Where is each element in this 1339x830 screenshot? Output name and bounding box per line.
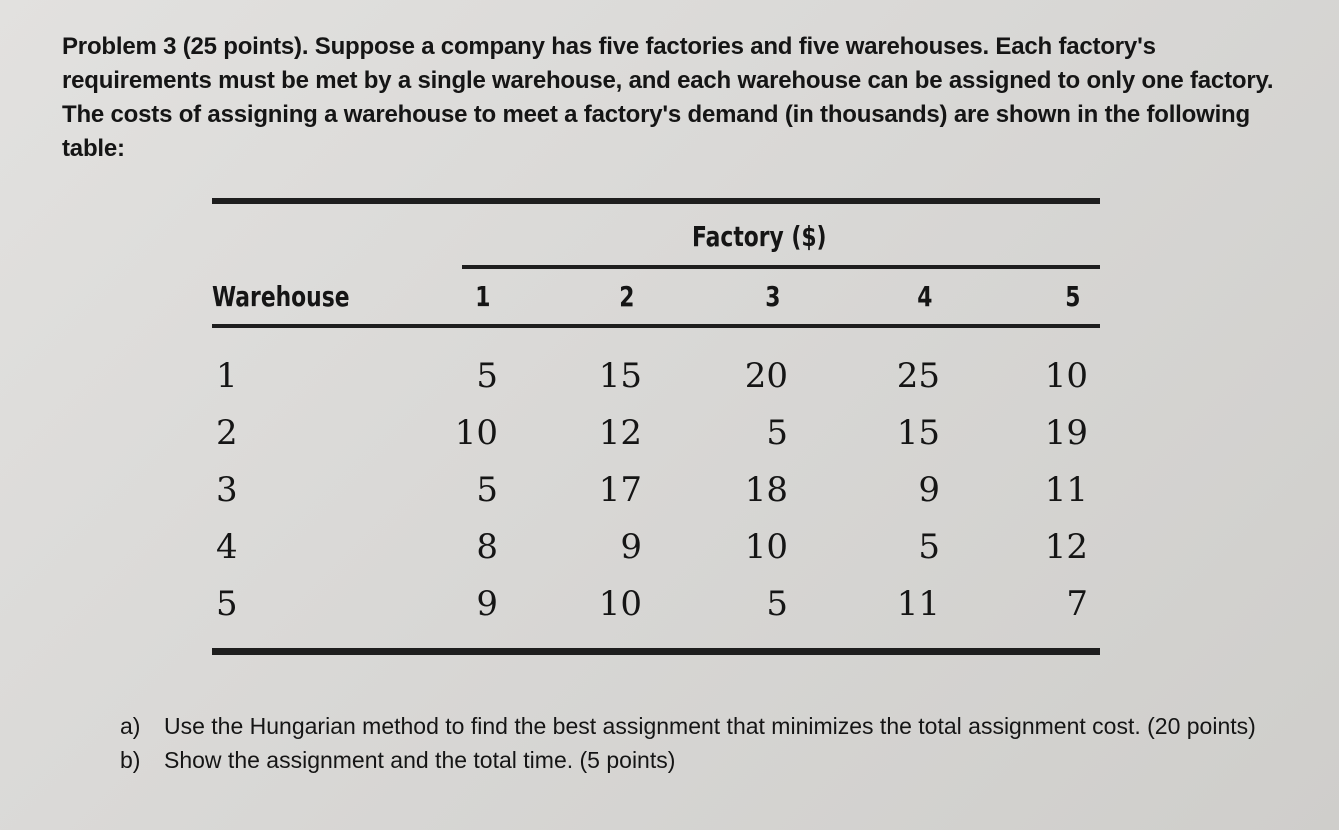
cost-cell: 5 xyxy=(918,527,940,567)
cost-cell: 9 xyxy=(476,584,498,624)
part-marker: b) xyxy=(120,747,141,773)
cost-cell: 12 xyxy=(598,413,642,453)
factory-column-header: 5 xyxy=(1064,280,1080,313)
question-parts xyxy=(120,712,1280,780)
cost-cell: 15 xyxy=(598,356,642,396)
part-marker: a) xyxy=(120,713,141,739)
warehouse-row-label: 5 xyxy=(216,584,238,624)
cost-cell: 5 xyxy=(476,356,498,396)
cost-cell: 11 xyxy=(1044,470,1088,510)
cost-cell: 10 xyxy=(454,413,498,453)
cost-cell: 5 xyxy=(766,584,788,624)
cost-cell: 8 xyxy=(476,527,498,567)
problem-heading: Problem 3 (25 points). xyxy=(62,33,309,60)
warehouse-row-label: 3 xyxy=(216,470,238,510)
cost-cell: 10 xyxy=(598,584,642,624)
question-part-a xyxy=(120,712,1280,740)
problem-statement xyxy=(62,30,1302,166)
cost-cell: 18 xyxy=(744,470,788,510)
cost-cell: 17 xyxy=(598,470,642,510)
table-top-rule xyxy=(212,198,1100,204)
cost-cell: 11 xyxy=(896,584,940,624)
factory-header-rule xyxy=(462,265,1100,269)
question-part-b xyxy=(120,746,1280,774)
factory-column-header: 4 xyxy=(916,280,932,313)
cost-cell: 9 xyxy=(918,470,940,510)
part-text: Show the assignment and the total time. (5 points) xyxy=(164,747,676,773)
table-bottom-rule xyxy=(212,648,1100,655)
part-text: Use the Hungarian method to find the best assignment that minimizes the total assignment cost. (20 points) xyxy=(164,713,1256,739)
problem-text: Suppose a company has five factories and five warehouses. Each factory's requirements must be met by a single warehouse, and each warehouse can be assigned to only one factory. The costs of assigning a warehouse to meet a factory's demand (in thousands) are shown in the following table: xyxy=(62,33,1274,162)
cost-cell: 7 xyxy=(1066,584,1088,624)
cost-cell: 5 xyxy=(476,470,498,510)
table-header-rule xyxy=(212,324,1100,328)
warehouse-row-label: 1 xyxy=(216,356,238,396)
warehouse-row-label: 4 xyxy=(216,527,238,567)
cost-cell: 15 xyxy=(896,413,940,453)
cost-cell: 10 xyxy=(1044,356,1088,396)
cost-cell: 5 xyxy=(766,413,788,453)
cost-cell: 20 xyxy=(744,356,788,396)
cost-cell: 12 xyxy=(1044,527,1088,567)
warehouse-row-label: 2 xyxy=(216,413,238,453)
cost-cell: 19 xyxy=(1044,413,1088,453)
cost-cell: 10 xyxy=(744,527,788,567)
factory-column-header: 2 xyxy=(618,280,634,313)
cost-cell: 25 xyxy=(896,356,940,396)
cost-table xyxy=(212,198,1100,663)
factory-column-header: 3 xyxy=(764,280,780,313)
factory-group-header: Factory ($) xyxy=(692,220,827,253)
warehouse-column-header: Warehouse xyxy=(212,280,350,313)
factory-column-header: 1 xyxy=(474,280,490,313)
cost-cell: 9 xyxy=(620,527,642,567)
